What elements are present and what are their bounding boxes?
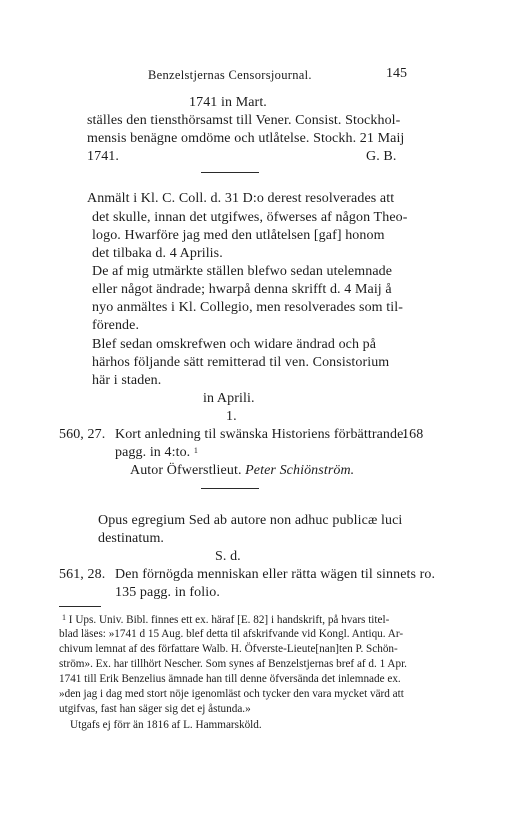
footnote-line: blad läses: »1741 d 15 Aug. blef detta til afskrifvande vid Kongl. Antiqu. Ar- [59,628,404,640]
author-title: Autor Öfwerstlieut. [130,463,242,478]
text-line: 1741 in Mart. [189,95,267,110]
text-line: det tilbaka d. 4 Aprilis. [92,246,223,261]
text-line [130,463,354,479]
text-line: förende. [92,318,140,333]
footnote-line [62,613,389,626]
footnote-rule [59,606,101,607]
text-line: logo. Hwarföre jag med den utlåtelsen [gaf] honom [92,228,385,243]
text-line: Opus egregium Sed ab autore non adhuc publicæ luci [98,513,403,528]
signature: S. d. [215,549,241,564]
running-header-title: Benzelstjernas Censorsjournal. [148,68,312,82]
signature: G. B. [366,149,397,164]
text-line: ställes den tiensthörsamst till Vener. Consist. Stockhol- [87,113,401,128]
text-line: nyo anmältes i Kl. Collegio, men resolverades som til- [92,300,404,315]
footnote-marker: 1 [193,446,199,455]
text-line: Anmält i Kl. C. Coll. d. 31 D:o derest resolverades att [87,191,395,206]
section-date: in Aprili. [203,391,255,406]
entry-pages: 135 pagg. in folio. [115,585,220,600]
text-line: här i staden. [92,373,162,388]
footnote-line: utgifvas, fast han säger sig det ej åstunda.» [59,703,251,715]
separator-rule [201,488,259,489]
footnote-number: 1 [62,613,66,622]
footnote-line: ström». Ex. har tillhört Nescher. Som synes af Benzelstjernas bref af d. 1 Apr. [59,658,407,670]
footnote-line: Utgafs ej förr än 1816 af L. Hammarsköld. [70,719,262,731]
separator-rule [201,172,259,173]
entry-number: 561, 28. [59,567,106,582]
footnote-line: 1741 till Erik Benzelius ämnade han till denne öfversända det inlemnade ex. [59,673,401,685]
text-line: härhos följande sätt remitterad til ven. Consistorium [92,355,390,370]
text-line: destinatum. [98,531,165,546]
text-line: 1741. [87,149,119,164]
entry-format: pagg. in 4:to. [115,445,191,460]
author-name: Peter Schiönström. [245,463,355,478]
footnote-text: I Ups. Univ. Bibl. finnes ett ex. häraf [E. 82] i handskrift, på hvars titel- [68,614,390,626]
text-line: eller något ändrade; hwarpå denna skrifft d. 4 Maij å [92,282,392,297]
section-number: 1. [226,409,237,424]
text-line: mensis benägne omdöme och utlåtelse. Stockh. 21 Maij [87,131,405,146]
footnote-line: »den jag i dag med stort nöje igenomläst och tycker den vara mycket värd att [59,688,404,700]
entry-title: Kort anledning til swänska Historiens förbättrande. [115,427,408,442]
page-number: 145 [386,66,407,81]
text-line [115,445,198,461]
entry-title: Den förnögda menniskan eller rätta wägen til sinnets ro. [115,567,436,582]
text-line: Blef sedan omskrefwen och widare ändrad och på [92,337,377,352]
text-line: det skulle, innan det utgifwes, öfwerses af någon Theo- [92,210,408,225]
entry-number: 560, 27. [59,427,106,442]
footnote-line: chivum lemnat af des författare Walb. H. Öfverste-Lieute[nan]ten P. Schön- [59,643,398,655]
entry-pages: 168 [402,427,424,442]
text-line: De af mig utmärkte ställen blefwo sedan utelemnade [92,264,393,279]
